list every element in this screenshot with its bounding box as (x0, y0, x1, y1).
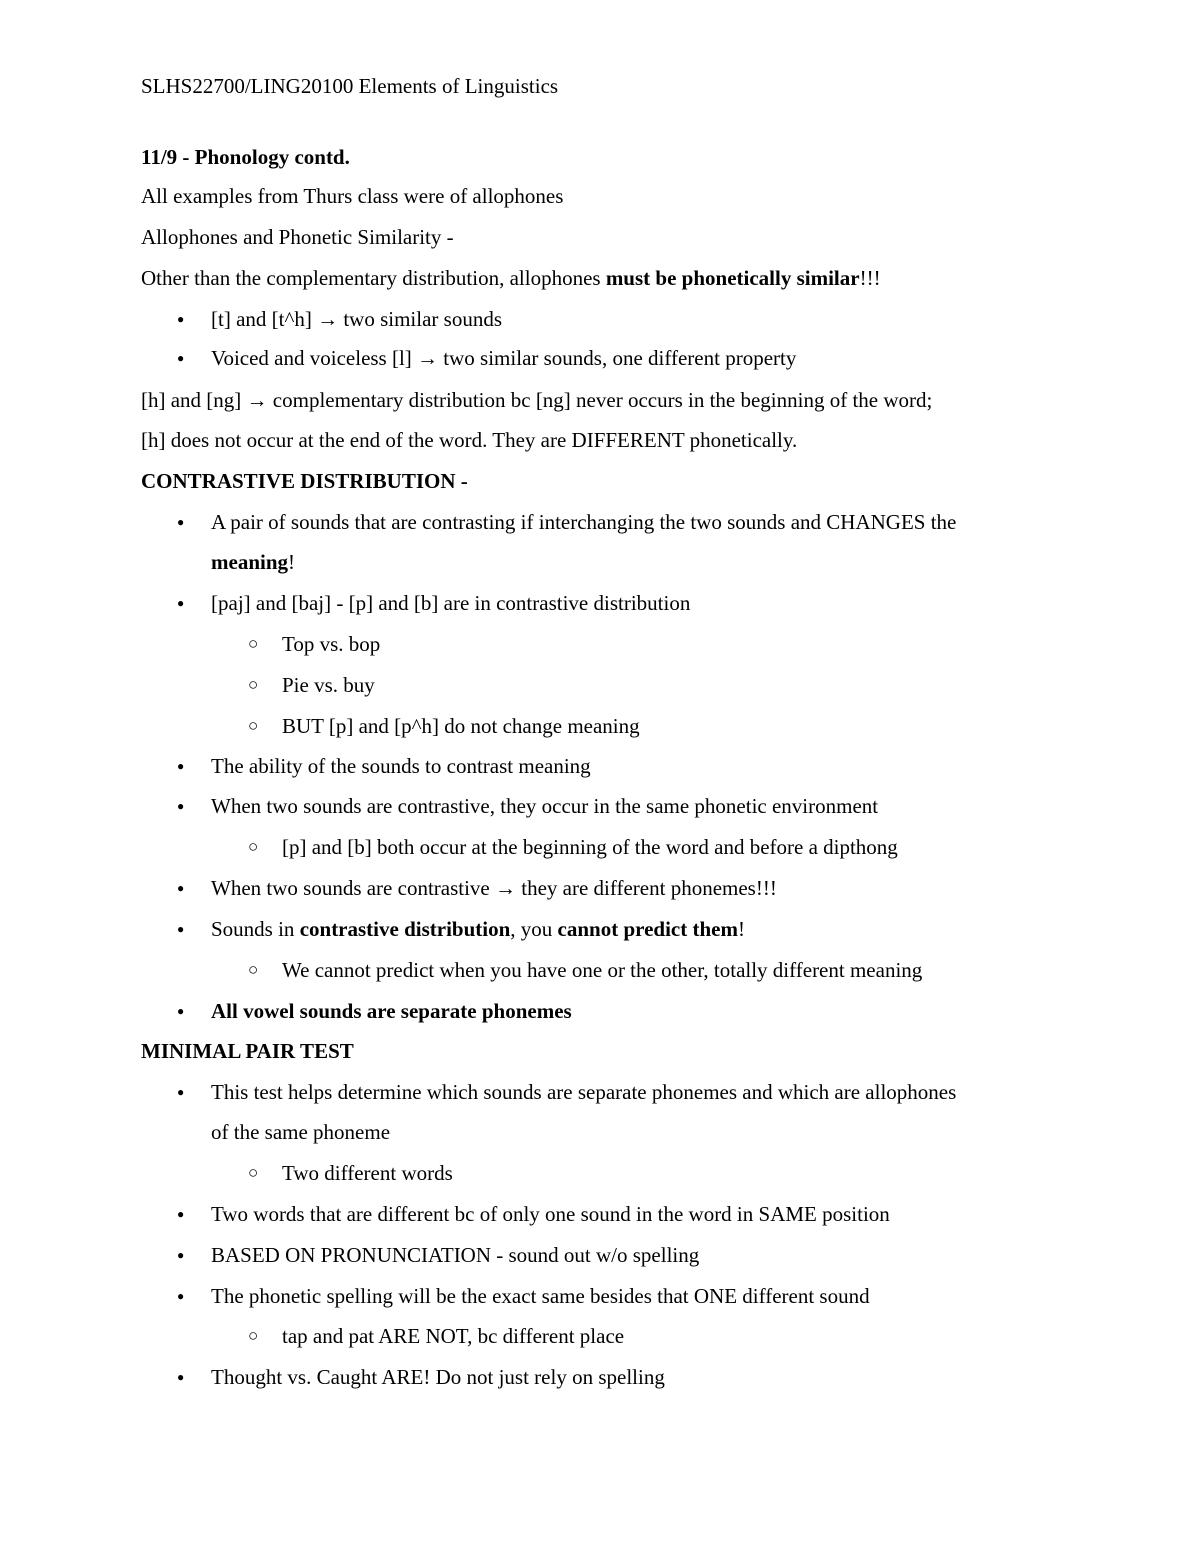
bullet-icon: ● (177, 515, 185, 529)
sub-list-item: BUT [p] and [p^h] do not change meaning (282, 714, 640, 738)
sub-bullet-icon: ○ (248, 960, 259, 979)
bullet-icon: ● (177, 799, 185, 813)
bullet-icon: ● (177, 1370, 185, 1384)
list-item: Voiced and voiceless [l] → two similar sounds, one different property (211, 346, 797, 370)
list-item: Sounds in contrastive distribution, you cannot predict them! (211, 917, 745, 941)
bullet-icon: ● (177, 759, 185, 773)
section-heading: CONTRASTIVE DISTRIBUTION - (141, 469, 468, 493)
sub-list-item: Top vs. bop (282, 632, 381, 656)
list-item: The phonetic spelling will be the exact same besides that ONE different sound (211, 1284, 870, 1308)
list-item: [t] and [t^h] → two similar sounds (211, 307, 502, 331)
bullet-icon: ● (177, 1248, 185, 1262)
bullet-icon: ● (177, 922, 185, 936)
sub-bullet-icon: ○ (248, 1326, 259, 1345)
intro-line: Other than the complementary distribution, allophones must be phonetically similar!!! (141, 266, 881, 290)
list-item-continuation: of the same phoneme (211, 1120, 391, 1144)
bullet-icon: ● (177, 351, 185, 365)
intro-line: All examples from Thurs class were of allophones (141, 184, 564, 208)
bullet-icon: ● (177, 596, 185, 610)
bullet-icon: ● (177, 1004, 185, 1018)
list-item: All vowel sounds are separate phonemes (211, 999, 572, 1023)
list-item: This test helps determine which sounds are separate phonemes and which are allophones (211, 1080, 957, 1104)
list-item: Two words that are different bc of only one sound in the word in SAME position (211, 1202, 890, 1226)
list-item: When two sounds are contrastive → they are different phonemes!!! (211, 876, 777, 900)
sub-bullet-icon: ○ (248, 675, 259, 694)
bullet-icon: ● (177, 1207, 185, 1221)
list-item: When two sounds are contrastive, they occur in the same phonetic environment (211, 794, 879, 818)
sub-list-item: Pie vs. buy (282, 673, 375, 697)
paragraph-line: [h] does not occur at the end of the word. They are DIFFERENT phonetically. (141, 428, 798, 452)
section-heading: MINIMAL PAIR TEST (141, 1039, 354, 1063)
sub-list-item: tap and pat ARE NOT, bc different place (282, 1324, 625, 1348)
document-header: SLHS22700/LING20100 Elements of Linguistics (141, 74, 559, 98)
list-item-continuation: meaning! (211, 550, 296, 574)
sub-list-item: Two different words (282, 1161, 453, 1185)
sub-bullet-icon: ○ (248, 837, 259, 856)
bullet-icon: ● (177, 881, 185, 895)
paragraph-line: [h] and [ng] → complementary distribution bc [ng] never occurs in the beginning of the word; (141, 388, 933, 412)
list-item: The ability of the sounds to contrast meaning (211, 754, 591, 778)
list-item: A pair of sounds that are contrasting if interchanging the two sounds and CHANGES the (211, 510, 957, 534)
list-item: BASED ON PRONUNCIATION - sound out w/o spelling (211, 1243, 700, 1267)
sub-list-item: We cannot predict when you have one or the other, totally different meaning (282, 958, 923, 982)
bullet-icon: ● (177, 312, 185, 326)
list-item: Thought vs. Caught ARE! Do not just rely on spelling (211, 1365, 665, 1389)
bullet-icon: ● (177, 1085, 185, 1099)
sub-bullet-icon: ○ (248, 1163, 259, 1182)
bullet-icon: ● (177, 1289, 185, 1303)
date-heading: 11/9 - Phonology contd. (141, 145, 350, 169)
list-item: [paj] and [baj] - [p] and [b] are in contrastive distribution (211, 591, 691, 615)
sub-list-item: [p] and [b] both occur at the beginning of the word and before a dipthong (282, 835, 898, 859)
sub-bullet-icon: ○ (248, 634, 259, 653)
intro-line: Allophones and Phonetic Similarity - (141, 225, 454, 249)
sub-bullet-icon: ○ (248, 716, 259, 735)
